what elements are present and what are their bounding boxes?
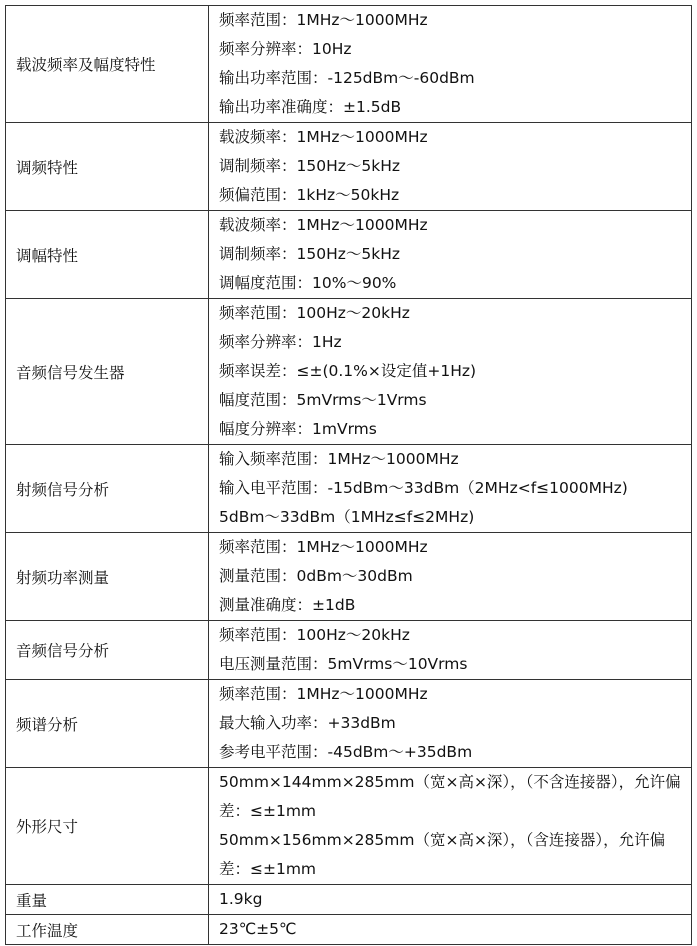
spec-value-line: 频率范围：100Hz～20kHz: [219, 304, 410, 322]
table-row: [6, 211, 692, 299]
spec-value-line: 频率范围：1MHz～1000MHz: [219, 538, 428, 556]
spec-value-line: 幅度范围：5mVrms～1Vrms: [219, 391, 427, 409]
spec-values: [209, 915, 692, 945]
spec-value-line: 最大输入功率：+33dBm: [219, 714, 396, 732]
spec-value-line: 电压测量范围：5mVrms～10Vrms: [219, 655, 468, 673]
spec-values: [209, 211, 692, 299]
spec-name: 射频信号分析: [6, 445, 209, 533]
table-row: [6, 680, 692, 768]
spec-name: 音频信号分析: [6, 621, 209, 680]
spec-value-line: 输出功率范围：-125dBm～-60dBm: [219, 69, 475, 87]
spec-value-line: 输出功率准确度：±1.5dB: [219, 98, 402, 116]
spec-value-line: 测量准确度：±1dB: [219, 596, 356, 614]
spec-name: 射频功率测量: [6, 533, 209, 621]
spec-value-line: 输入电平范围：-15dBm～33dBm（2MHz<f≤1000MHz): [219, 479, 628, 497]
spec-value-line: 频率误差：≤±(0.1%×设定值+1Hz): [219, 362, 477, 380]
table-row: [6, 915, 692, 945]
table-row: [6, 885, 692, 915]
spec-values: [209, 768, 692, 885]
spec-value-line: 载波频率：1MHz～1000MHz: [219, 128, 428, 146]
spec-value-line: 载波频率：1MHz～1000MHz: [219, 216, 428, 234]
spec-values: [209, 533, 692, 621]
spec-value-line: 调幅度范围：10%～90%: [219, 274, 397, 292]
spec-value-line: 频偏范围：1kHz～50kHz: [219, 186, 400, 204]
spec-value-line: 50mm×144mm×285mm（宽×高×深），（不含连接器），允许偏差：≤±1mm: [219, 773, 681, 820]
table-row: [6, 123, 692, 211]
spec-value-line: 频率范围：100Hz～20kHz: [219, 626, 410, 644]
spec-value-line: 调制频率：150Hz～5kHz: [219, 245, 401, 263]
spec-value-line: 频率分辨率：1Hz: [219, 333, 342, 351]
spec-name: 工作温度: [6, 915, 209, 945]
spec-value-line: 频率范围：1MHz～1000MHz: [219, 11, 428, 29]
spec-value-line: 23℃±5℃: [219, 920, 297, 938]
table-row: [6, 621, 692, 680]
spec-name: 重量: [6, 885, 209, 915]
spec-name: 频谱分析: [6, 680, 209, 768]
spec-value-line: 频率分辨率：10Hz: [219, 40, 352, 58]
table-row: [6, 445, 692, 533]
spec-name: 调频特性: [6, 123, 209, 211]
spec-name: 外形尺寸: [6, 768, 209, 885]
table-row: [6, 299, 692, 445]
spec-table-body: [6, 6, 692, 945]
spec-value-line: 50mm×156mm×285mm（宽×高×深），（含连接器），允许偏差：≤±1mm: [219, 831, 666, 878]
spec-values: [209, 885, 692, 915]
table-row: [6, 6, 692, 123]
spec-values: [209, 6, 692, 123]
spec-name: 音频信号发生器: [6, 299, 209, 445]
spec-values: [209, 445, 692, 533]
spec-name: 调幅特性: [6, 211, 209, 299]
table-row: [6, 533, 692, 621]
spec-value-line: 1.9kg: [219, 890, 263, 908]
table-row: [6, 768, 692, 885]
spec-value-line: 参考电平范围：-45dBm～+35dBm: [219, 743, 473, 761]
spec-values: [209, 123, 692, 211]
spec-value-line: 输入频率范围：1MHz～1000MHz: [219, 450, 459, 468]
spec-table: [5, 5, 692, 945]
spec-values: [209, 680, 692, 768]
spec-value-line: 调制频率：150Hz～5kHz: [219, 157, 401, 175]
spec-values: [209, 299, 692, 445]
spec-value-line: 5dBm～33dBm（1MHz≤f≤2MHz): [219, 508, 475, 526]
spec-values: [209, 621, 692, 680]
spec-value-line: 幅度分辨率：1mVrms: [219, 420, 377, 438]
spec-name: 载波频率及幅度特性: [6, 6, 209, 123]
spec-value-line: 测量范围：0dBm～30dBm: [219, 567, 413, 585]
spec-value-line: 频率范围：1MHz～1000MHz: [219, 685, 428, 703]
